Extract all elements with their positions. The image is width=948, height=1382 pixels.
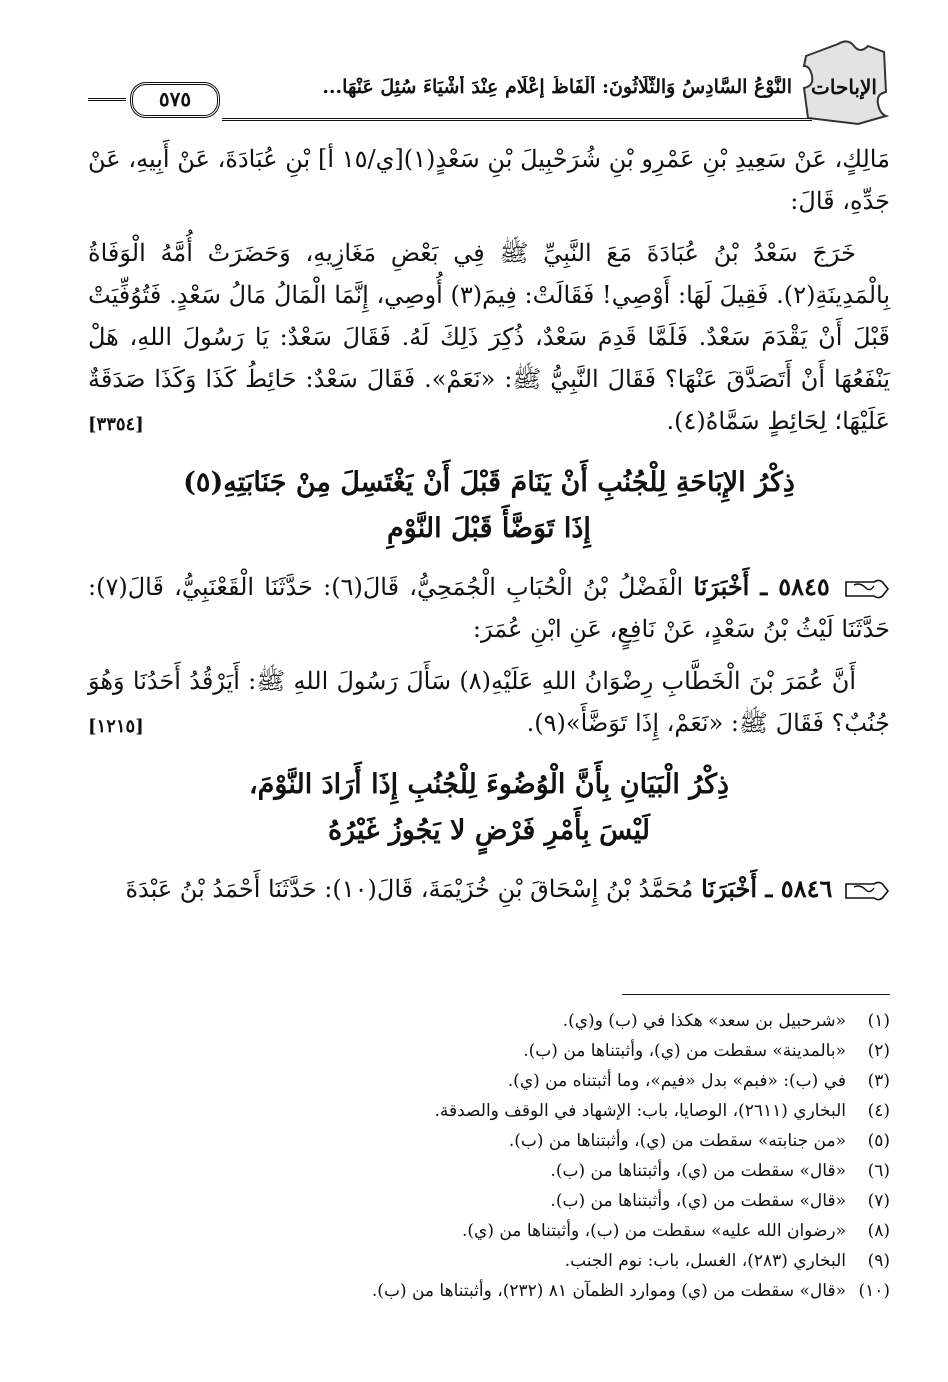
- footnote-item: [100, 1156, 890, 1186]
- footnote-text: «رضوان الله عليه» سقطت من (ب)، وأثبتناها من (ي).: [461, 1221, 846, 1241]
- footnote-separator: [622, 994, 890, 995]
- footnote-item: [100, 1186, 890, 1216]
- section-heading-2-line-2: لَيْسَ بِأَمْرِ فَرْضٍ لا يَجُوزُ غَيْرُهُ: [328, 815, 650, 846]
- badge-text: الإباحات: [811, 75, 877, 99]
- footnotes: [100, 1006, 890, 1306]
- footnote-item: [100, 1246, 890, 1276]
- hadith-marker-icon: [844, 880, 890, 902]
- paragraph-2-text: خَرَجَ سَعْدُ بْنُ عُبَادَةَ مَعَ النَّبِيِّ ﷺ فِي بَعْضِ مَغَازِيهِ، وَحَضَرَتْ أُمَّهُ الْوَفَاةُ بِالْمَدِينَةِ(٢). فَقِيلَ لَهَا: أَوْصِي! فَقَالَتْ: فِيمَ(٣) أُوصِي، إِنَّمَا الْمَالُ مَالُ سَعْدٍ. فَتُوُفِّيَتْ قَبْلَ أَنْ يَقْدَمَ سَعْدٌ. فَلَمَّا قَدِمَ سَعْدٌ، ذُكِرَ ذَلِكَ لَهُ. فَقَالَ سَعْدٌ: يَا رَسُولَ اللهِ، هَلْ يَنْفَعُهَا أَنْ أَتَصَدَّقَ عَنْهَا؟ فَقَالَ النَّبِيُّ ﷺ: «نَعَمْ». فَقَالَ سَعْدٌ: حَائِطُ كَذَا وَكَذَا صَدَقَةٌ عَلَيْهَا؛ لِحَائِطٍ سَمَّاهُ(٤).: [88, 239, 891, 435]
- footnote-item: [100, 1036, 890, 1066]
- paragraph-3-text: أَنَّ عُمَرَ بْنَ الْخَطَّابِ رِضْوَانُ اللهِ عَلَيْهِ(٨) سَأَلَ رَسُولَ اللهِ ﷺ: أَيَرْقُدُ أَحَدُنَا وَهُوَ جُنُبٌ؟ فَقَالَ ﷺ: «نَعَمْ، إِذَا تَوَضَّأَ»(٩).: [88, 667, 890, 737]
- footnote-text: «من جنابته» سقطت من (ي)، وأثبتناها من (ب).: [508, 1131, 846, 1151]
- footnote-item: [100, 1006, 890, 1036]
- footnote-text: البخاري (٢٦١١)، الوصايا، باب: الإشهاد في الوقف والصدقة.: [434, 1101, 846, 1121]
- header-rule-left: [88, 98, 126, 101]
- footnote-number: (٨): [867, 1221, 890, 1241]
- footnote-text: البخاري (٢٨٣)، الغسل، باب: نوم الجنب.: [564, 1251, 846, 1271]
- footnote-text: «قال» سقطت من (ي)، وأثبتناها من (ب).: [550, 1191, 846, 1211]
- header-rule-right: [222, 118, 812, 121]
- footnote-text: «بالمدينة» سقطت من (ي)، وأثبتناها من (ب).: [523, 1041, 846, 1061]
- footnote-number: (٣): [867, 1071, 890, 1091]
- puzzle-badge-icon: [798, 36, 890, 126]
- hadith-number: ٥٨٤٥ ـ أَخْبَرَنَا: [693, 572, 830, 601]
- paragraph-1: مَالِكٍ، عَنْ سَعِيدِ بْنِ عَمْرِو بْنِ شُرَحْبِيلَ بْنِ سَعْدٍ(١)[ي/١٥ أ] بْنِ عُبَادَةَ، عَنْ أَبِيهِ، عَنْ جَدِّهِ، قَالَ:: [88, 145, 890, 215]
- footnote-item: [100, 1126, 890, 1156]
- hadith-5846-text: مُحَمَّدُ بْنُ إِسْحَاقَ بْنِ خُزَيْمَةَ، قَالَ(١٠): حَدَّثَنَا أَحْمَدُ بْنُ عَبْدَةَ: [125, 875, 694, 903]
- paragraph-3: [88, 660, 890, 744]
- hadith-5846: [88, 868, 890, 910]
- page-number: ٥٧٥: [130, 82, 220, 118]
- section-heading-2: [88, 762, 890, 854]
- footnote-text: «قال» سقطت من (ي) وموارد الظمآن ٨١ (٢٣٢)، وأثبتناها من (ب).: [371, 1281, 846, 1301]
- footnote-item: [100, 1096, 890, 1126]
- footnote-number: (١): [867, 1011, 890, 1031]
- footnote-number: (٦): [867, 1161, 890, 1181]
- section-heading-1-line-2: إِذَا تَوَضَّأَ قَبْلَ النَّوْمِ: [387, 513, 591, 544]
- footnote-number: (٢): [867, 1041, 890, 1061]
- page-header: [88, 36, 890, 126]
- running-title: النَّوْعُ السَّادِسُ وَالثَّلَاثُونَ: أَلْفَاظُ إِعْلَامٍ عِنْدَ أَشْيَاءَ سُئِلَ عَنْهَا...: [322, 76, 792, 98]
- footnote-text: «شرحبيل بن سعد» هكذا في (ب) و(ي).: [562, 1011, 846, 1031]
- footnote-number: (٩): [867, 1251, 890, 1271]
- footnote-number: (٤): [867, 1101, 890, 1121]
- hadith-5845-text: الْفَضْلُ بْنُ الْحُبَابِ الْجُمَحِيُّ، قَالَ(٦): حَدَّثَنَا الْقَعْنَبِيُّ، قَالَ(٧): حَدَّثَنَا لَيْثُ بْنُ سَعْدٍ، عَنْ نَافِعٍ، عَنِ ابْنِ عُمَرَ:: [88, 573, 890, 643]
- footnote-text: في (ب): «فبم» بدل «فيم»، وما أثبتناه من (ي).: [507, 1071, 846, 1091]
- hadith-marker-icon: [844, 578, 890, 600]
- reference-number: [٣٣٥٤]: [88, 414, 144, 435]
- footnote-text: «قال» سقطت من (ي)، وأثبتناها من (ب).: [550, 1161, 846, 1181]
- paragraph-2: [88, 232, 890, 442]
- main-text: [88, 138, 890, 920]
- footnote-item: [100, 1276, 890, 1306]
- hadith-5845: [88, 566, 890, 650]
- section-heading-2-line-1: ذِكْرُ الْبَيَانِ بِأَنَّ الْوُضُوءَ لِلْجُنُبِ إِذَا أَرَادَ النَّوْمَ،: [248, 769, 730, 800]
- reference-number: [١٢١٥]: [88, 716, 144, 737]
- section-heading-1: [88, 460, 890, 552]
- footnote-number: (٧): [867, 1191, 890, 1211]
- footnote-item: [100, 1216, 890, 1246]
- footnote-number: (١٠): [858, 1281, 890, 1301]
- section-heading-1-line-1: ذِكْرُ الإِبَاحَةِ لِلْجُنُبِ أَنْ يَنَامَ قَبْلَ أَنْ يَغْتَسِلَ مِنْ جَنَابَتِهِ(٥): [183, 467, 795, 498]
- footnote-item: [100, 1066, 890, 1096]
- footnote-number: (٥): [867, 1131, 890, 1151]
- hadith-number: ٥٨٤٦ ـ أَخْبَرَنَا: [701, 874, 833, 903]
